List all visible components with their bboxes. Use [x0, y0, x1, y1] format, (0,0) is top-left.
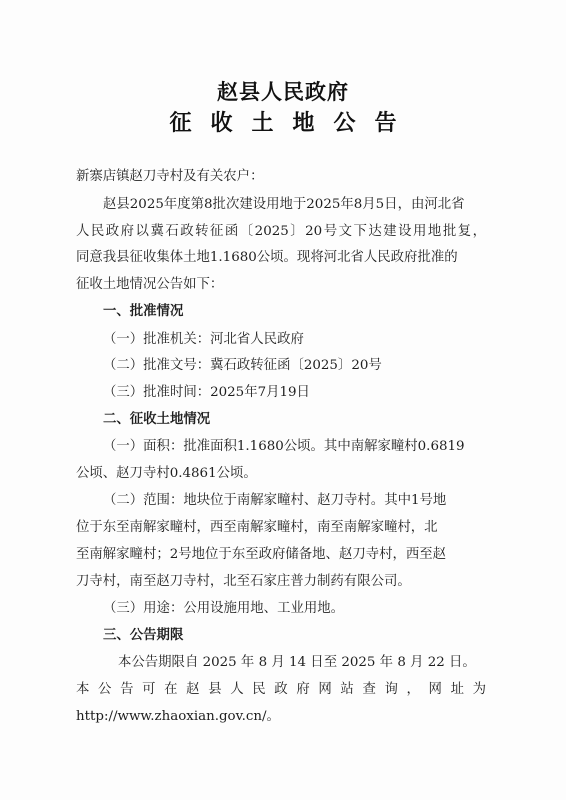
notice-title: 征收土地公告	[169, 111, 416, 136]
website-url: http://www.zhaoxian.gov.cn/。	[76, 709, 280, 724]
section-heading: 三、公告期限	[103, 628, 184, 643]
scope-line: 至南解家疃村；2号地位于东至政府储备地、赵刀寺村，西至赵	[76, 547, 447, 562]
intro-line: 同意我县征收集体土地1.1680公顷。现将河北省人民政府批准的	[76, 250, 458, 265]
intro-line: 人民政府以冀石政转征函〔2025〕20号文下达建设用地批复，	[76, 224, 486, 239]
usage-line: （三）用途：公用设施用地、工业用地。	[103, 601, 345, 616]
scope-line: 位于东至南解家疃村，西至南解家疃村，南至南解家疃村，北	[76, 520, 438, 535]
approval-number: （二）批准文号：冀石政转征函〔2025〕20号	[103, 358, 382, 373]
area-line: （一）面积：批准面积1.1680公顷。其中南解家疃村0.6819	[103, 439, 465, 454]
intro-line: 赵县2025年度第8批次建设用地于2025年8月5日，由河北省	[103, 197, 465, 212]
area-line: 公顷、赵刀寺村0.4861公顷。	[76, 466, 257, 481]
issuer-title: 赵县人民政府	[217, 80, 349, 104]
website-line: 本公告可在赵县人民政府网站查询，网址为	[76, 682, 486, 697]
intro-line: 征收土地情况公告如下：	[76, 277, 224, 292]
approval-authority: （一）批准机关：河北省人民政府	[103, 332, 304, 347]
section-heading: 二、征收土地情况	[103, 412, 211, 427]
period-line: 本公告期限自 2025 年 8 月 14 日至 2025 年 8 月 22 日。	[118, 655, 476, 670]
approval-date: （三）批准时间：2025年7月19日	[103, 385, 310, 400]
scope-line: （二）范围：地块位于南解家疃村、赵刀寺村。其中1号地	[103, 493, 447, 508]
section-heading: 一、批准情况	[103, 304, 184, 319]
salutation: 新寨店镇赵刀寺村及有关农户：	[76, 169, 264, 184]
scope-line: 刀寺村，南至赵刀寺村，北至石家庄普力制药有限公司。	[76, 574, 411, 589]
